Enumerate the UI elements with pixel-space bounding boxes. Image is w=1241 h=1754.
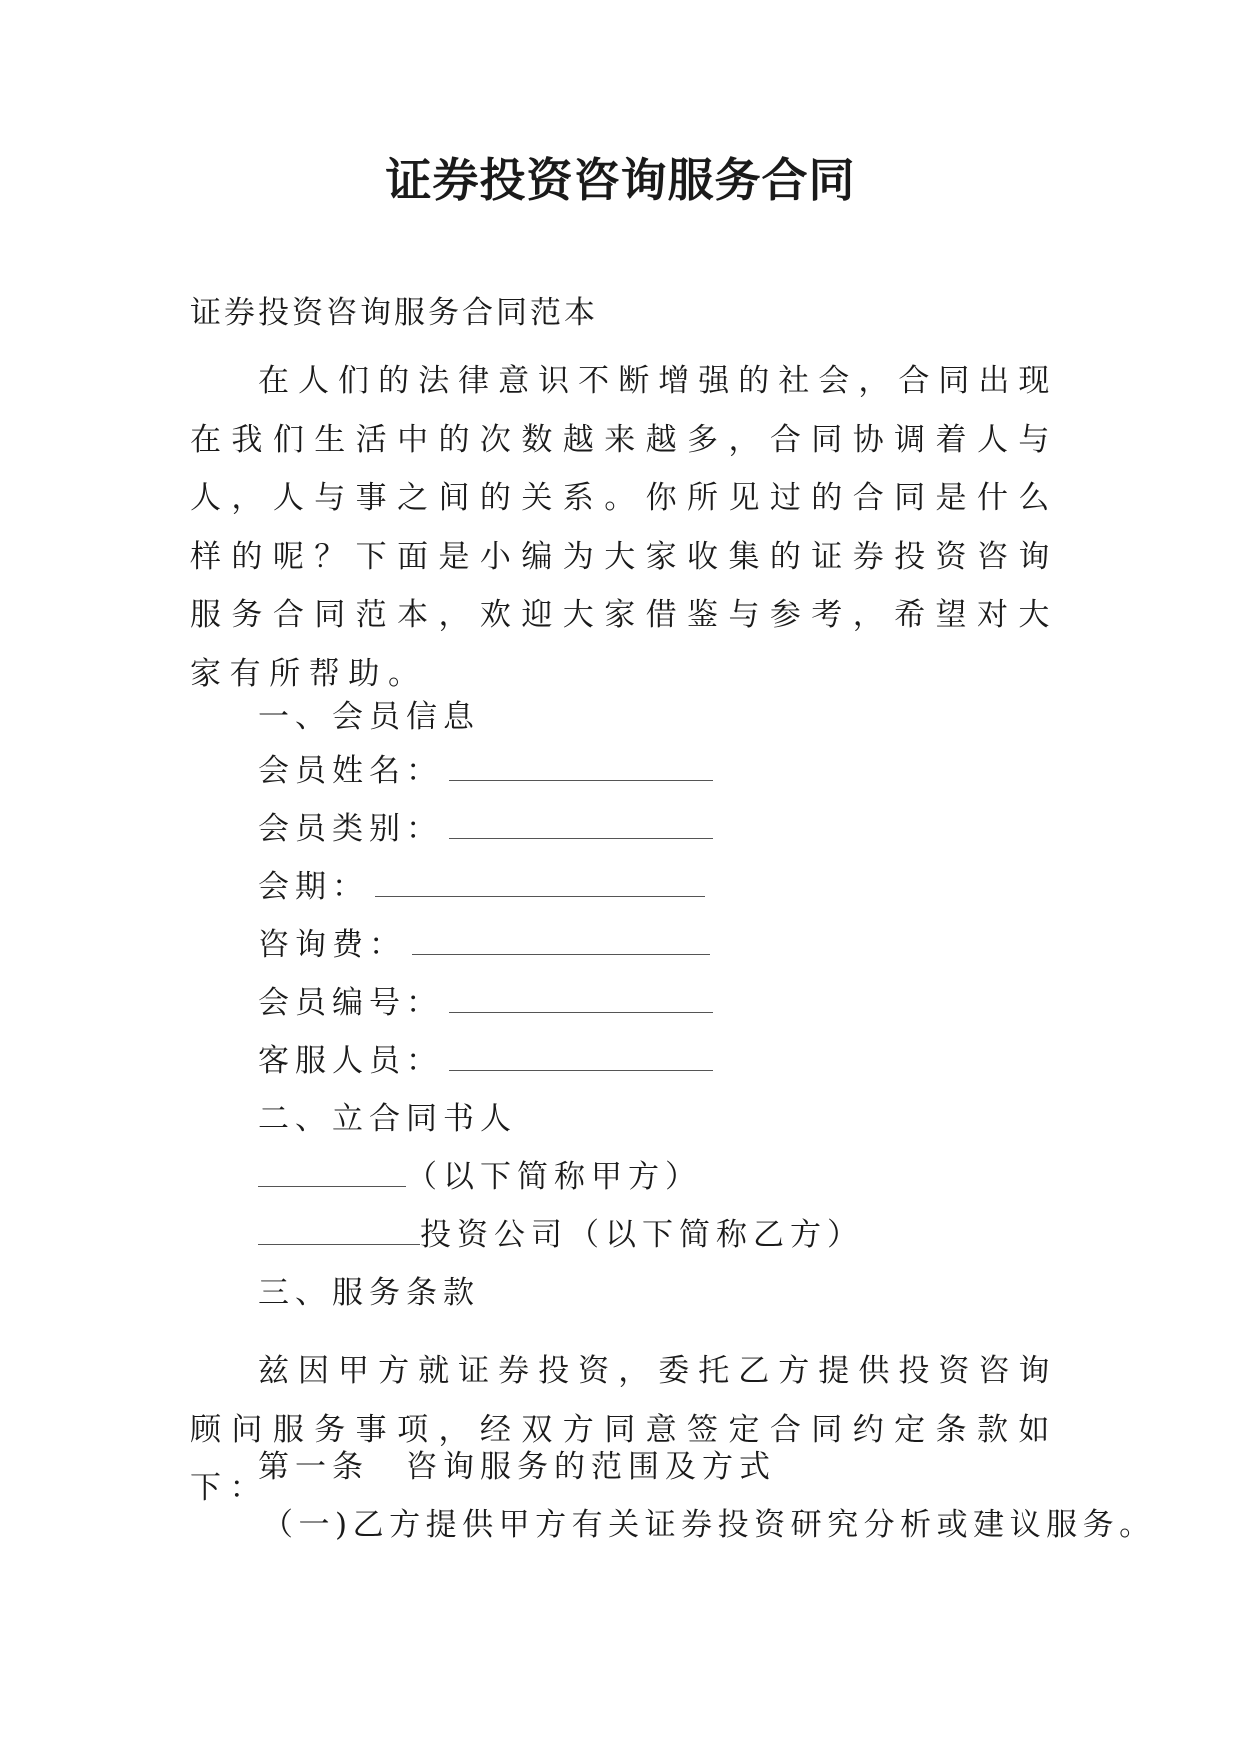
section3-heading: 三、服务条款 [258, 1275, 480, 1311]
field-member-number [258, 982, 713, 1024]
document-subtitle: 证券投资咨询服务合同范本 [190, 295, 598, 331]
intro-paragraph: 在人们的法律意识不断增强的社会，合同出现在我们生活中的次数越来越多，合同协调着人与人，人与事之间的关系。你所见过的合同是什么样的呢？下面是小编为大家收集的证券投资咨询服务合同范本，欢迎大家借鉴与参考，希望对大家有所帮助。 [190, 363, 1058, 692]
blank-line [258, 1162, 406, 1187]
section1-heading: 一、会员信息 [258, 699, 480, 735]
blank-line [375, 872, 705, 897]
blank-line [449, 988, 713, 1013]
blank-line [449, 814, 713, 839]
field-label: 咨询费： [258, 927, 406, 963]
field-member-type [258, 808, 713, 850]
field-member-name [258, 750, 713, 792]
field-member-period [258, 866, 705, 908]
article1-item1: （一)乙方提供甲方有关证券投资研究分析或建议服务。 [262, 1507, 1156, 1543]
article1-title: 第一条 咨询服务的范围及方式 [258, 1449, 776, 1485]
field-label: 会期： [258, 869, 369, 905]
document-title: 证券投资咨询服务合同 [385, 153, 856, 207]
party-b-suffix: 投资公司（以下简称乙方） [420, 1217, 864, 1253]
field-label: 客服人员： [258, 1043, 443, 1079]
field-service-staff [258, 1040, 713, 1082]
blank-line [258, 1220, 420, 1245]
blank-line [449, 1046, 713, 1071]
field-label: 会员编号： [258, 985, 443, 1021]
section2-heading: 二、立合同书人 [258, 1101, 517, 1137]
blank-line [449, 756, 713, 781]
field-label: 会员类别： [258, 811, 443, 847]
party-a-suffix: （以下简称甲方） [406, 1159, 702, 1195]
field-consulting-fee [258, 924, 710, 966]
blank-line [412, 930, 710, 955]
party-a-line [258, 1156, 702, 1198]
field-label: 会员姓名： [258, 753, 443, 789]
section3-body: 兹因甲方就证券投资，委托乙方提供投资咨询顾问服务事项，经双方同意签定合同约定条款如下： [190, 1353, 1058, 1507]
party-b-line [258, 1214, 864, 1256]
